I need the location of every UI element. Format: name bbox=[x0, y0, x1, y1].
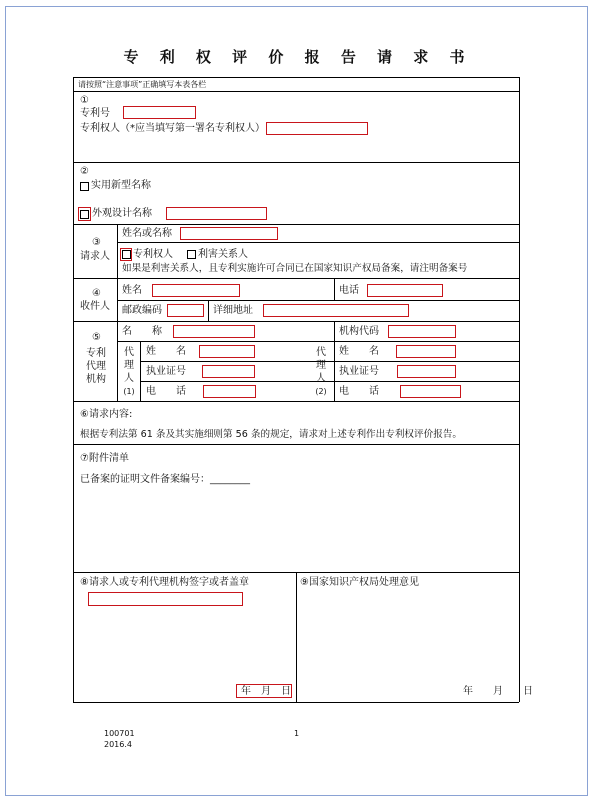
form-version: 2016.4 bbox=[104, 740, 132, 749]
agent-2-name-field[interactable] bbox=[396, 345, 456, 358]
row-divider bbox=[140, 361, 334, 362]
owner-checkbox-highlight bbox=[120, 248, 132, 261]
column-divider bbox=[334, 321, 335, 341]
signature-date-field[interactable] bbox=[236, 684, 292, 698]
section-3-number: ③ bbox=[92, 237, 101, 248]
signature-heading: ⑧请求人或专利代理机构签字或者盖章 bbox=[80, 577, 249, 588]
row-divider bbox=[334, 361, 519, 362]
agency-name-field[interactable] bbox=[173, 325, 255, 338]
table-top-border bbox=[73, 77, 519, 78]
row-divider bbox=[334, 381, 519, 382]
requester-name-field[interactable] bbox=[180, 227, 278, 240]
recipient-name-label: 姓名 bbox=[122, 285, 142, 296]
attachments-heading: ⑦附件清单 bbox=[80, 453, 129, 464]
agency-code-label: 机构代码 bbox=[339, 326, 379, 337]
agent-1-phone-field[interactable] bbox=[203, 385, 256, 398]
agency-label: 专利 代理 机构 bbox=[86, 348, 106, 385]
agent-1-name-field[interactable] bbox=[199, 345, 255, 358]
postcode-field[interactable] bbox=[167, 304, 204, 317]
agent-1-name-label: 姓 名 bbox=[146, 346, 186, 357]
row-divider bbox=[73, 278, 519, 279]
agent-1-license-field[interactable] bbox=[202, 365, 255, 378]
office-opinion-heading: ⑨国家知识产权局处理意见 bbox=[300, 577, 419, 588]
recipient-name-field[interactable] bbox=[152, 284, 240, 297]
recipient-phone-label: 电话 bbox=[339, 285, 359, 296]
row-divider bbox=[117, 242, 519, 243]
address-field[interactable] bbox=[263, 304, 409, 317]
address-label: 详细地址 bbox=[213, 305, 253, 316]
agent-2-phone-label: 电 话 bbox=[339, 386, 379, 397]
recipient-phone-field[interactable] bbox=[367, 284, 443, 297]
section-5-number: ⑤ bbox=[92, 332, 101, 343]
patent-number-label: 专利号 bbox=[80, 108, 110, 119]
row-divider bbox=[73, 444, 519, 445]
design-name-field[interactable] bbox=[166, 207, 267, 220]
table-right-border bbox=[519, 77, 520, 702]
record-number-label: 已备案的证明文件备案编号：________ bbox=[80, 474, 250, 485]
signature-field[interactable] bbox=[88, 592, 243, 606]
interested-party-checkbox[interactable] bbox=[187, 250, 196, 259]
request-content-text: 根据专利法第 61 条及其实施细则第 56 条的规定，请求对上述专利作出专利权评价报告。 bbox=[80, 429, 462, 440]
utility-model-label: 实用新型名称 bbox=[91, 180, 151, 191]
row-divider bbox=[117, 341, 519, 342]
row-divider bbox=[73, 91, 519, 92]
table-bottom-border bbox=[73, 702, 519, 703]
row-divider bbox=[73, 224, 519, 225]
column-divider bbox=[334, 278, 335, 300]
row-divider bbox=[73, 321, 519, 322]
recipient-label: 收件人 bbox=[80, 301, 110, 312]
column-divider bbox=[117, 224, 118, 278]
agent-2-label: 代 理 人 (2) bbox=[315, 347, 327, 396]
column-divider bbox=[140, 341, 141, 401]
instruction-text: 请按照“注意事项”正确填写本表各栏 bbox=[78, 80, 207, 89]
request-content-heading: ⑥请求内容: bbox=[80, 409, 133, 420]
interested-party-label: 利害关系人 bbox=[198, 249, 248, 260]
column-divider bbox=[117, 321, 118, 401]
form-title: 专 利 权 评 价 报 告 请 求 书 bbox=[123, 48, 473, 66]
section-4-number: ④ bbox=[92, 288, 101, 299]
patent-number-field[interactable] bbox=[123, 106, 196, 119]
agency-name-label: 名 称 bbox=[122, 326, 162, 337]
section-2-number: ② bbox=[80, 166, 89, 177]
page-number: 1 bbox=[294, 729, 300, 738]
postcode-label: 邮政编码 bbox=[122, 305, 162, 316]
owner-option-label: 专利权人 bbox=[133, 249, 173, 260]
column-divider bbox=[208, 300, 209, 321]
table-left-border bbox=[73, 77, 74, 702]
agent-1-license-label: 执业证号 bbox=[146, 366, 186, 377]
patent-owner-field[interactable] bbox=[266, 122, 368, 135]
column-divider bbox=[296, 572, 297, 702]
row-divider bbox=[117, 300, 519, 301]
form-code: 100701 bbox=[104, 729, 135, 738]
requester-label: 请求人 bbox=[80, 251, 110, 262]
office-opinion-date: 年 月 日 bbox=[463, 686, 533, 697]
design-checkbox-highlight bbox=[78, 207, 91, 221]
agent-1-phone-label: 电 话 bbox=[146, 386, 186, 397]
agent-2-name-label: 姓 名 bbox=[339, 346, 379, 357]
agency-code-field[interactable] bbox=[388, 325, 456, 338]
agent-1-label: 代 理 人 (1) bbox=[123, 347, 135, 396]
agent-2-phone-field[interactable] bbox=[400, 385, 461, 398]
agent-2-license-label: 执业证号 bbox=[339, 366, 379, 377]
column-divider bbox=[334, 341, 335, 401]
design-name-label: 外观设计名称 bbox=[92, 208, 152, 219]
row-divider bbox=[73, 401, 519, 402]
interested-party-note: 如果是利害关系人，且专利实施许可合同已在国家知识产权局备案，请注明备案号 bbox=[122, 263, 468, 274]
row-divider bbox=[73, 162, 519, 163]
row-divider bbox=[140, 381, 334, 382]
signature-date: 年 月 日 bbox=[241, 686, 291, 697]
agent-2-license-field[interactable] bbox=[397, 365, 456, 378]
utility-model-checkbox[interactable] bbox=[80, 182, 89, 191]
section-1-number: ① bbox=[80, 95, 89, 106]
patent-owner-label: 专利权人（*应当填写第一署名专利权人） bbox=[80, 123, 265, 134]
requester-name-label: 姓名或名称 bbox=[122, 228, 172, 239]
